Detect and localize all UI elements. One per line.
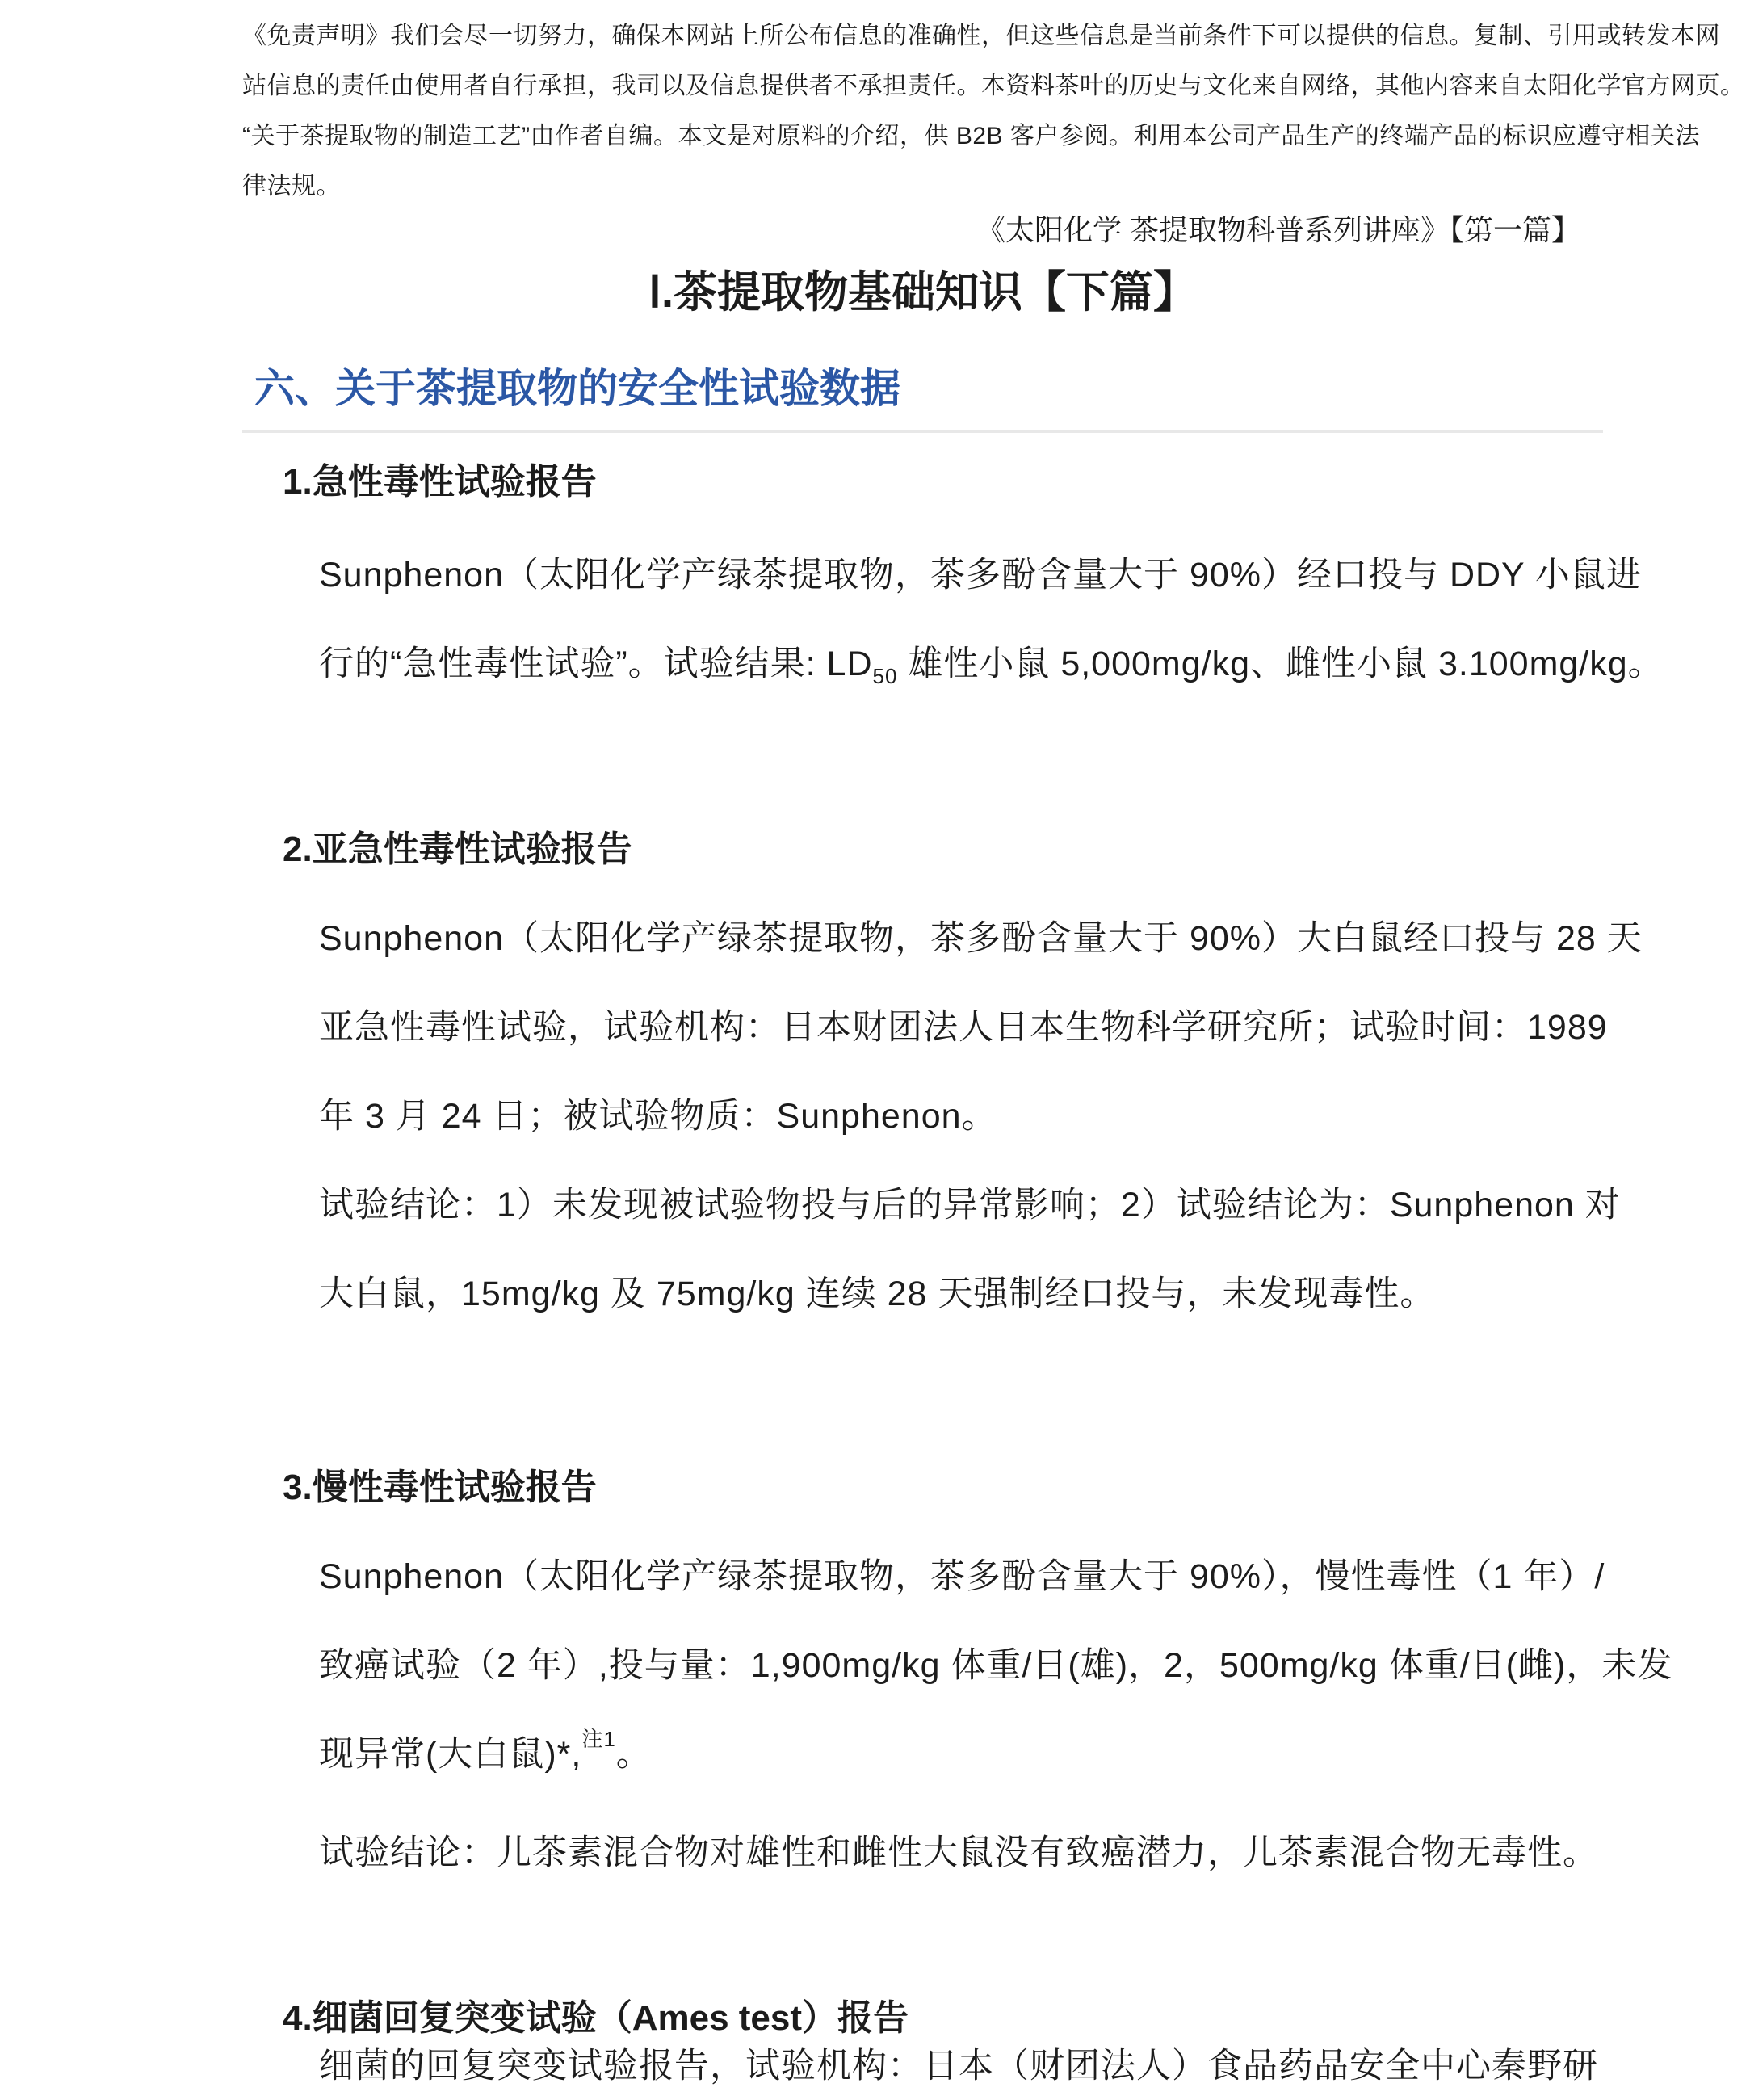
section-six-heading: 六、关于茶提取物的安全性试验数据 [254,366,900,411]
section-2-line-1: Sunphenon（太阳化学产绿茶提取物，茶多酚含量大于 90%）大白鼠经口投与 28 天 [319,919,1643,958]
section-1-line-2-text: 行的“急性毒性试验”。试验结果: LD [319,645,873,683]
ld50-subscript: 50 [872,664,898,688]
footnote-1-superscript: 注1 [581,1727,616,1751]
main-title: Ⅰ.茶提取物基础知识【下篇】 [648,268,1197,317]
section-1-heading: 1.急性毒性试验报告 [283,462,597,502]
heading-divider [242,430,1603,433]
disclaimer-paragraph [242,11,1745,212]
section-1-line-1: Sunphenon（太阳化学产绿茶提取物，茶多酚含量大于 90%）经口投与 DDY 小鼠进 [319,556,1642,594]
disclaimer-line-3: “关于茶提取物的制造工艺”由作者自编。本文是对原料的介绍，供 B2B 客户参阅。利用本公司产品生产的终端产品的标识应遵守相关法 [242,123,1700,149]
section-3-conclusion: 试验结论：儿茶素混合物对雄性和雌性大鼠没有致癌潜力，儿茶素混合物无毒性。 [319,1833,1598,1872]
section-4-heading: 4.细菌回复突变试验（Ames test）报告 [283,1998,909,2038]
disclaimer-line-2: 站信息的责任由使用者自行承担，我司以及信息提供者不承担责任。本资料茶叶的历史与文化来自网络，其他内容来自太阳化学官方网页。 [242,73,1745,99]
section-3-line-2: 致癌试验（2 年）,投与量：1,900mg/kg 体重/日(雄)，2，500mg/kg 体重/日(雌)，未发 [319,1646,1673,1685]
section-4-line-1: 细菌的回复突变试验报告，试验机构：日本（财团法人）食品药品安全中心秦野研 [319,2047,1598,2085]
section-1-line-2-result: 雄性小鼠 5,000mg/kg、雌性小鼠 3.100mg/kg。 [897,645,1664,683]
disclaimer-line-4: 律法规。 [242,173,341,200]
section-2-line-4: 试验结论：1）未发现被试验物投与后的异常影响；2）试验结论为：Sunphenon 对 [319,1186,1621,1224]
section-2-heading: 2.亚急性毒性试验报告 [283,830,632,869]
section-2-line-3: 年 3 月 24 日；被试验物质：Sunphenon。 [319,1097,997,1136]
section-2-line-5: 大白鼠，15mg/kg 及 75mg/kg 连续 28 天强制经口投与，未发现毒性。 [319,1275,1436,1313]
section-3-line-3-period: 。 [615,1735,652,1774]
document-content [242,0,1745,2092]
section-3-heading: 3.慢性毒性试验报告 [283,1468,597,1507]
series-title: 《太阳化学 茶提取物科普系列讲座》【第一篇】 [976,213,1580,246]
disclaimer-line-1: 《免责声明》我们会尽一切努力，确保本网站上所公布信息的准确性，但这些信息是当前条件下可以提供的信息。复制、引用或转发本网 [242,23,1720,49]
section-3-line-3-text: 现异常(大白鼠)*, [319,1735,582,1774]
section-3-line-3 [319,1710,1603,1799]
section-2-line-2: 亚急性毒性试验，试验机构：日本财团法人日本生物科学研究所；试验时间：1989 [319,1008,1608,1047]
section-1-line-2 [319,620,1664,708]
section-3-line-1: Sunphenon（太阳化学产绿茶提取物，茶多酚含量大于 90%），慢性毒性（1 年）/ [319,1557,1605,1596]
